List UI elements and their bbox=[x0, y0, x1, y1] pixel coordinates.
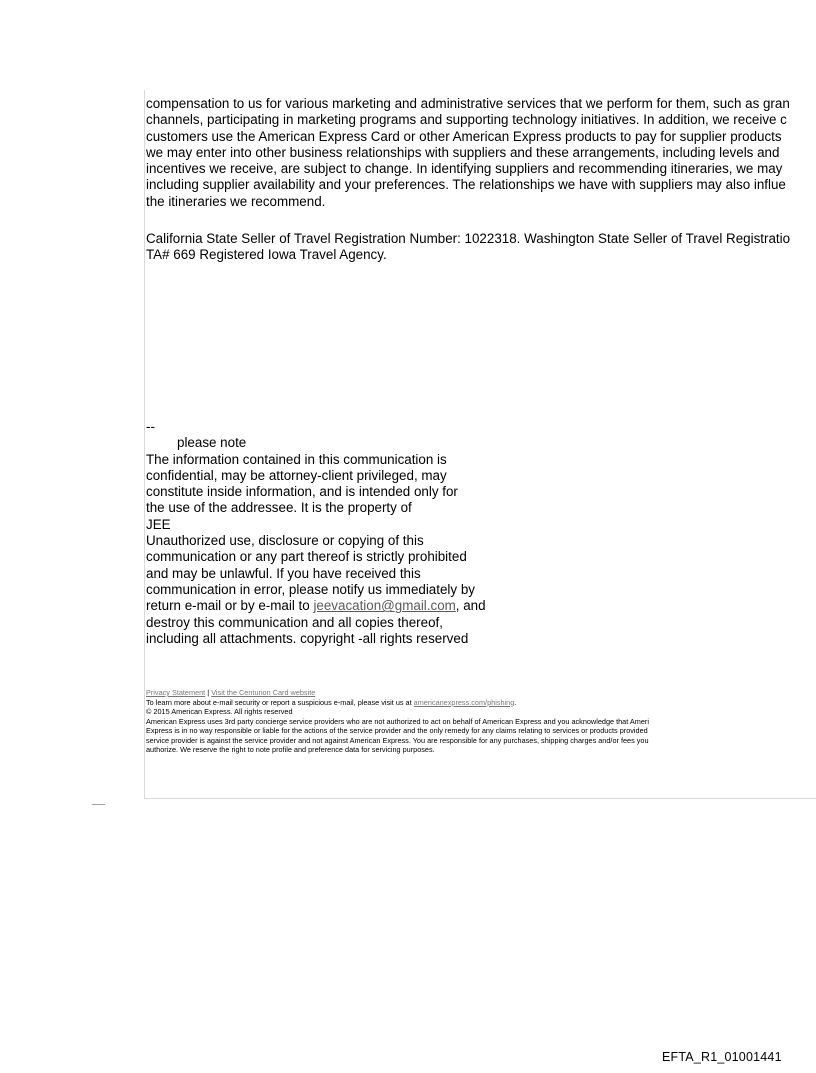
disclaimer-line: service provider is against the service provider and not against American Express. You are responsible for any purchases, shipping charges and/or fees you bbox=[146, 735, 649, 745]
supplier-disclosure-paragraph bbox=[146, 96, 790, 210]
registration-paragraph bbox=[146, 231, 790, 264]
text-line: and may be unlawful. If you have received this bbox=[146, 565, 421, 581]
text-line: incentives we receive, are subject to change. In identifying suppliers and recommending itineraries, we may bbox=[146, 161, 783, 177]
email-prefix: return e-mail or by e-mail to bbox=[146, 598, 314, 614]
text-line: the use of the addressee. It is the property of bbox=[146, 500, 412, 516]
text-line: including all attachments. copyright -all rights reserved bbox=[146, 630, 469, 646]
security-prefix: To learn more about e-mail security or report a suspicious e-mail, please visit us at bbox=[146, 697, 414, 707]
email-link[interactable]: jeevacation@gmail.com bbox=[313, 598, 456, 614]
centurion-card-link[interactable]: Visit the Centurion Card website bbox=[211, 688, 316, 697]
text-line: communication in error, please notify us immediately by bbox=[146, 581, 475, 597]
text-line: the itineraries we recommend. bbox=[146, 193, 326, 209]
separator-marks: ___ bbox=[92, 796, 106, 805]
link-separator: | bbox=[207, 688, 210, 697]
signature-dashes: -- bbox=[146, 419, 155, 434]
text-line: destroy this communication and all copies thereof, bbox=[146, 614, 443, 630]
document-id: EFTA_R1_01001441 bbox=[662, 1050, 782, 1064]
text-line: confidential, may be attorney-client privileged, may bbox=[146, 467, 447, 483]
amex-fine-print bbox=[146, 688, 649, 755]
text-line: communication or any part thereof is strictly prohibited bbox=[146, 549, 467, 565]
disclaimer-line: American Express uses 3rd party concierge service providers who are not authorized to act on behalf of American Express and you acknowledge that Ameri bbox=[146, 716, 649, 726]
text-line: JEE bbox=[146, 516, 171, 532]
text-line: The information contained in this communication is bbox=[146, 451, 447, 467]
please-note-heading: please note bbox=[177, 435, 247, 451]
text-line: including supplier availability and your preferences. The relationships we have with suppliers may also influe bbox=[146, 177, 786, 193]
disclaimer-line: authorize. We reserve the right to note profile and preference data for servicing purposes. bbox=[146, 745, 435, 754]
security-suffix: . bbox=[514, 697, 517, 707]
text-line: compensation to us for various marketing and administrative services that we perform for them, such as gran bbox=[146, 96, 790, 111]
text-line: Unauthorized use, disclosure or copying of this bbox=[146, 533, 424, 549]
text-line: TA# 669 Registered Iowa Travel Agency. bbox=[146, 247, 387, 263]
email-line bbox=[146, 598, 486, 614]
security-line bbox=[146, 698, 649, 708]
text-line: constitute inside information, and is intended only for bbox=[146, 484, 458, 500]
text-line: channels, participating in marketing programs and supporting technology initiatives. In addition, we receive c bbox=[146, 112, 787, 128]
disclaimer-line: Express is in no way responsible or liable for the actions of the service provider and the only remedy for any claims relating to services or products provided bbox=[146, 726, 648, 735]
email-suffix: , and bbox=[455, 598, 486, 614]
privacy-statement-link[interactable]: Privacy Statement bbox=[146, 688, 206, 697]
copyright-line: © 2015 American Express. All rights reserved bbox=[146, 707, 293, 716]
email-body bbox=[146, 96, 816, 796]
confidentiality-signature bbox=[146, 419, 486, 647]
phishing-link[interactable]: americanexpress.com/phishing bbox=[413, 697, 515, 707]
text-line: we may enter into other business relationships with suppliers and these arrangements, including levels and bbox=[146, 144, 780, 160]
text-line: California State Seller of Travel Registration Number: 1022318. Washington State Seller of Travel Registratio bbox=[146, 231, 791, 246]
text-line: customers use the American Express Card or other American Express products to pay for supplier products bbox=[146, 128, 782, 144]
fine-links-line bbox=[146, 688, 649, 698]
